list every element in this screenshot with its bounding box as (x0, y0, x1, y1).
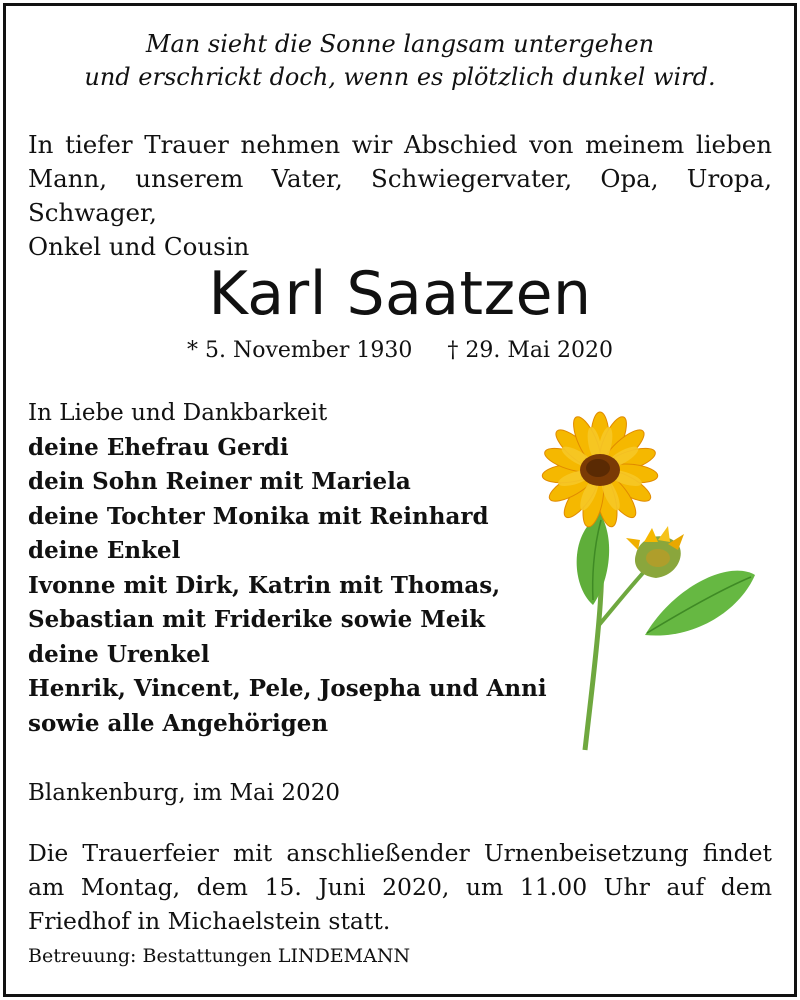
mourner-line: deine Ehefrau Gerdi (28, 433, 289, 461)
mourner-line: sowie alle Angehörigen (28, 709, 329, 737)
birth-date: * 5. November 1930 (187, 338, 413, 363)
ceremony-info (28, 836, 772, 938)
mourner-line: dein Sohn Reiner mit Mariela (28, 468, 411, 495)
life-dates (0, 336, 800, 366)
ceremony-line-2: am Montag, dem 15. Juni 2020, um 11.00 Uhr auf dem (28, 873, 772, 901)
mourner-line: Ivonne mit Dirk, Katrin mit Thomas, (28, 571, 501, 599)
ceremony-line-1: Die Trauerfeier mit anschließender Urnenbeisetzung findet (28, 839, 772, 867)
mourner-line: deine Enkel (28, 537, 181, 564)
ceremony-line-3: Friedhof in Michaelstein statt. (28, 907, 391, 935)
sunflower-bud (626, 526, 684, 578)
deceased-name: Karl Saatzen (208, 259, 592, 329)
intro-line-3: Onkel und Cousin (28, 232, 250, 261)
mourner-line: Henrik, Vincent, Pele, Josepha und Anni (28, 675, 547, 702)
poem-line-1: Man sieht die Sonne langsam untergehen (145, 30, 655, 58)
intro-text (28, 128, 772, 264)
poem-line-2: und erschrickt doch, wenn es plötzlich dunkel wird. (84, 63, 716, 91)
mourners-intro: In Liebe und Dankbarkeit (28, 400, 328, 426)
mourner-line: deine Urenkel (28, 640, 210, 668)
death-date: † 29. Mai 2020 (447, 338, 613, 363)
mourners-list (28, 396, 548, 741)
mourner-line: Sebastian mit Friderike sowie Meik (28, 606, 486, 633)
intro-line-1: In tiefer Trauer nehmen wir Abschied von meinem lieben (28, 130, 772, 159)
poem (0, 28, 800, 94)
intro-line-2: Mann, unserem Vater, Schwiegervater, Opa, Uropa, Schwager, (28, 164, 772, 227)
mourner-line: deine Tochter Monika mit Reinhard (28, 502, 489, 530)
place-date: Blankenburg, im Mai 2020 (28, 780, 340, 806)
sunflower-icon (515, 410, 765, 755)
funeral-home: Betreuung: Bestattungen LINDEMANN (28, 945, 411, 967)
sunflower-head (541, 412, 658, 529)
